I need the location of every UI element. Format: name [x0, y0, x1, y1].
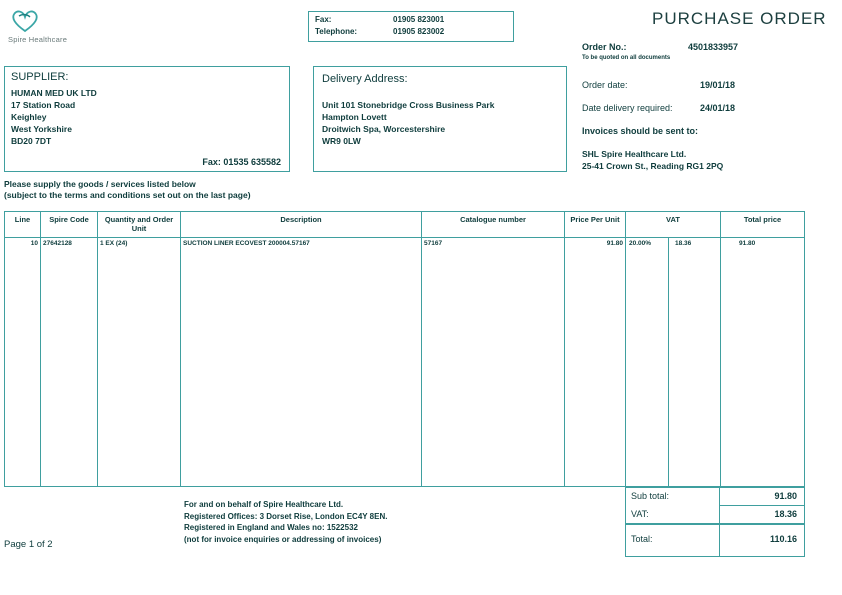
- cell-line: 10: [5, 238, 41, 486]
- order-date-label: Order date:: [582, 80, 628, 90]
- telephone-label: Telephone:: [315, 27, 358, 36]
- cell-price: 91.80: [565, 238, 626, 486]
- cell-quantity: 1 EX (24): [98, 238, 181, 486]
- fax-label: Fax:: [315, 15, 332, 24]
- line-items-table: [4, 211, 805, 487]
- delivery-address-line: Droitwich Spa, Worcestershire: [322, 124, 446, 134]
- supply-instruction-line1: Please supply the goods / services listed below: [4, 179, 196, 189]
- col-header-catalogue: Catalogue number: [422, 212, 565, 237]
- delivery-heading: Delivery Address:: [322, 73, 408, 85]
- col-header-quantity: Quantity and Order Unit: [98, 212, 181, 237]
- cell-spire-code: 27642128: [41, 238, 98, 486]
- subtotal-label: Sub total:: [626, 488, 720, 506]
- cell-description: SUCTION LINER ECOVEST 200004.57167: [181, 238, 422, 486]
- order-number-label: Order No.:: [582, 42, 627, 52]
- supplier-box: [4, 66, 290, 172]
- col-header-vat: VAT: [626, 212, 721, 237]
- footer-line: Registered Offices: 3 Dorset Rise, London EC4Y 8EN.: [184, 511, 388, 521]
- cell-total: 91.80: [739, 240, 756, 247]
- vat-value: 18.36: [774, 509, 797, 519]
- subtotal-vat-box: [625, 487, 805, 524]
- footer-legal-block: [184, 499, 387, 545]
- supplier-address-line: BD20 7DT: [11, 136, 52, 146]
- subtotal-row: [626, 488, 804, 506]
- invoice-to-line: SHL Spire Healthcare Ltd.: [582, 149, 687, 159]
- supplier-address-line: West Yorkshire: [11, 124, 72, 134]
- invoice-to-line: 25-41 Crown St., Reading RG1 2PQ: [582, 161, 724, 171]
- document-title: PURCHASE ORDER: [652, 9, 827, 28]
- delivery-address-line: Unit 101 Stonebridge Cross Business Park: [322, 100, 495, 110]
- col-header-spire-code: Spire Code: [41, 212, 98, 237]
- subtotal-value: 91.80: [720, 488, 804, 506]
- footer-line: Registered in England and Wales no: 1522532: [184, 523, 358, 532]
- vat-row: [626, 506, 804, 524]
- col-header-total: Total price: [743, 215, 782, 224]
- invoices-sent-to-label: Invoices should be sent to:: [582, 126, 699, 136]
- supply-instruction-line2: (subject to the terms and conditions set out on the last page): [4, 190, 251, 200]
- supplier-address-line: 17 Station Road: [11, 100, 76, 110]
- footer-line: (not for invoice enquiries or addressing of invoices): [184, 534, 382, 544]
- contact-box: [308, 11, 514, 42]
- col-header-price: Price Per Unit: [565, 212, 626, 237]
- supplier-fax: Fax: 01535 635582: [202, 157, 281, 167]
- order-date-row: [582, 80, 812, 90]
- telephone-value: 01905 823002: [393, 27, 445, 36]
- spire-heart-icon: [8, 8, 42, 34]
- cell-vat: [626, 238, 721, 486]
- page-number: Page 1 of 2: [4, 539, 53, 550]
- fax-row: [315, 14, 507, 26]
- order-meta: [582, 80, 812, 172]
- delivery-address-line: Hampton Lovett: [322, 112, 387, 122]
- total-row: [626, 525, 804, 556]
- order-number-note: To be quoted on all documents: [582, 55, 671, 61]
- supplier-name: HUMAN MED UK LTD: [11, 88, 97, 98]
- supply-instruction: [4, 179, 251, 201]
- table-body: [5, 238, 804, 486]
- table-header-row: [5, 212, 804, 238]
- cell-catalogue: 57167: [422, 238, 565, 486]
- col-header-description: Description: [181, 212, 422, 237]
- logo-text: Spire Healthcare: [8, 35, 68, 44]
- supplier-address-line: Keighley: [11, 112, 47, 122]
- footer-line: For and on behalf of Spire Healthcare Ltd.: [184, 500, 344, 509]
- spire-logo: [8, 8, 98, 44]
- order-number-value: 4501833957: [688, 42, 739, 52]
- cell-vat-amount: 18.36: [675, 240, 692, 247]
- delivery-address-box: [313, 66, 567, 172]
- telephone-row: [315, 26, 507, 38]
- total-value: 110.16: [769, 534, 797, 544]
- delivery-required-label: Date delivery required:: [582, 103, 673, 113]
- delivery-required-row: [582, 103, 812, 113]
- cell-vat-percent: 20.00%: [626, 238, 669, 486]
- vat-label: VAT:: [626, 506, 720, 524]
- order-number-row: [582, 42, 738, 52]
- total-label: Total:: [626, 525, 720, 556]
- supplier-heading: SUPPLIER:: [11, 71, 69, 83]
- order-date-value: 19/01/18: [700, 80, 736, 90]
- delivery-required-value: 24/01/18: [700, 103, 736, 113]
- delivery-address-line: WR9 0LW: [322, 136, 361, 146]
- total-box: [625, 524, 805, 557]
- col-header-line: Line: [5, 212, 41, 237]
- fax-value: 01905 823001: [393, 15, 445, 24]
